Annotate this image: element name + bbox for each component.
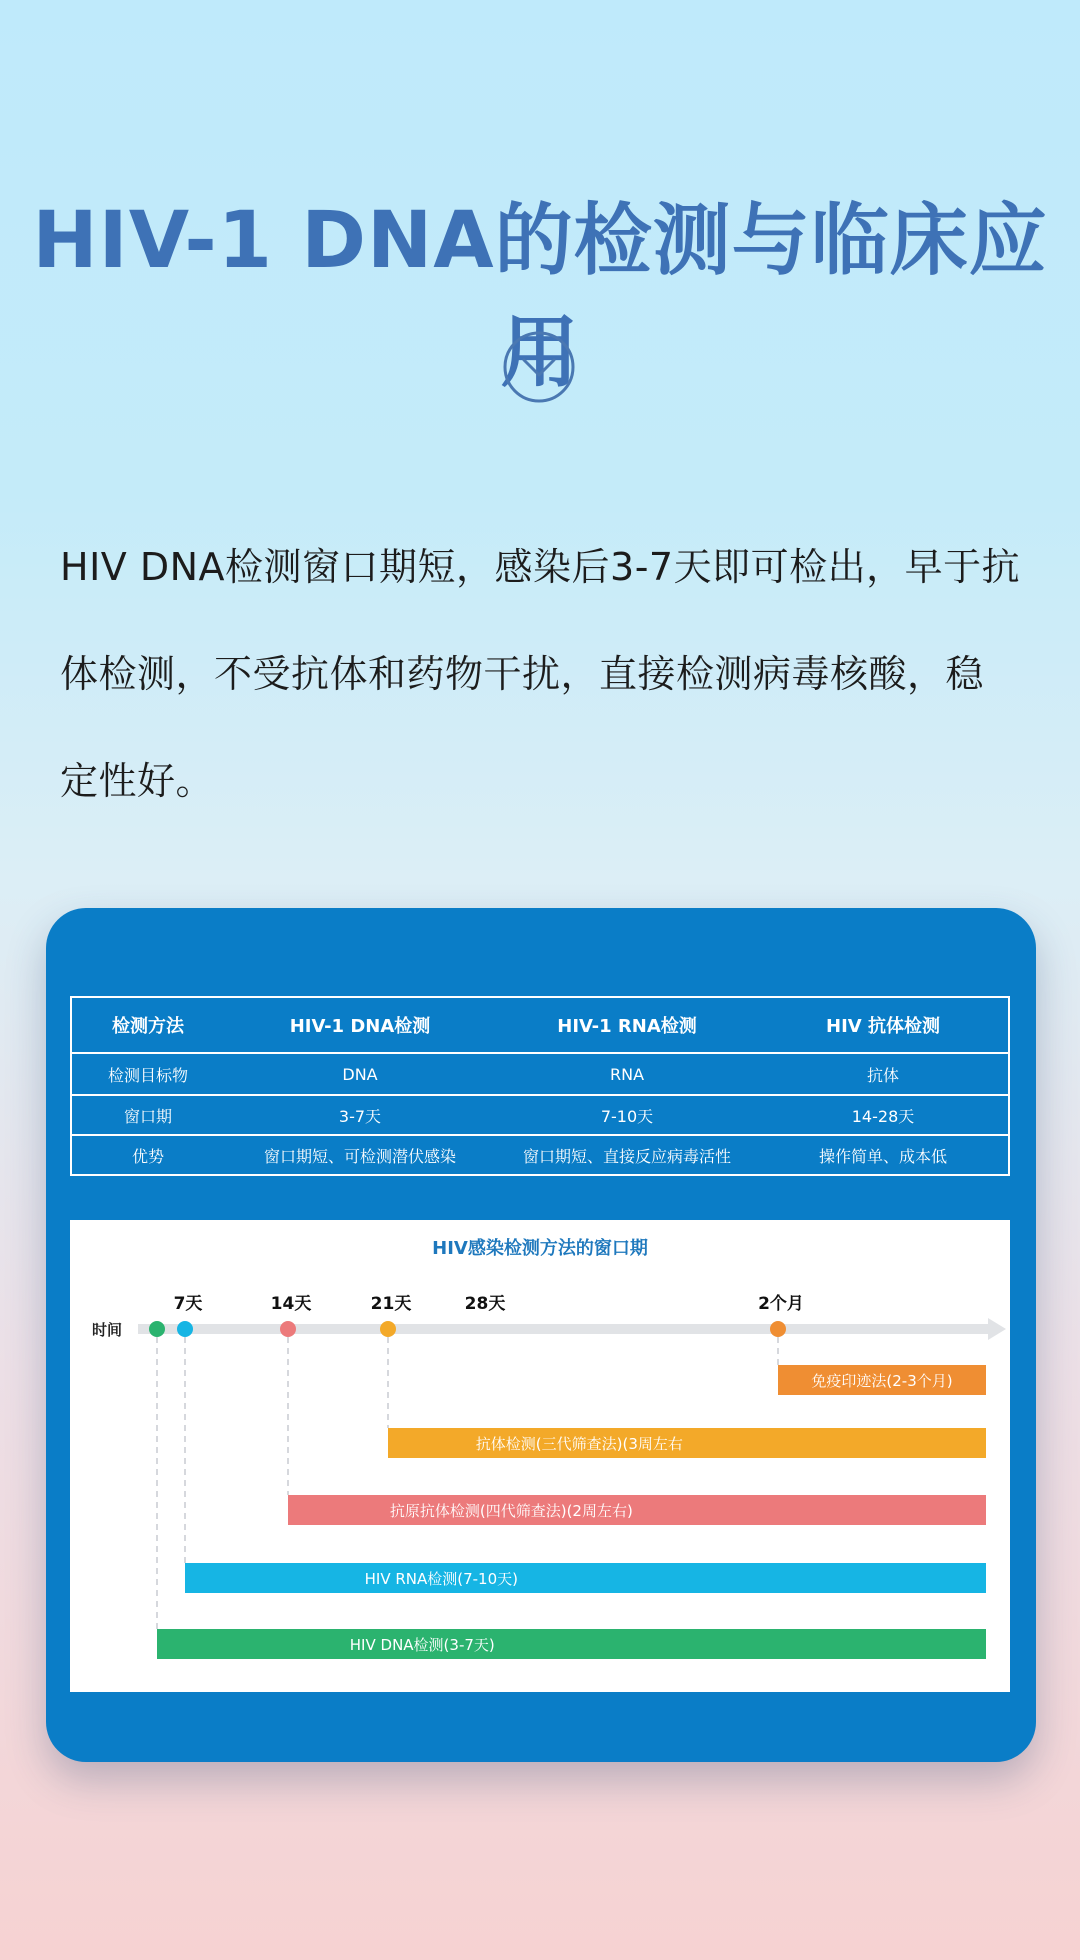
table-cell: 7-10天 xyxy=(600,1106,654,1126)
window-bar xyxy=(157,1629,986,1659)
table-cell: 操作简单、成本低 xyxy=(818,1146,947,1166)
table-header-row xyxy=(72,998,1008,1054)
table-row xyxy=(72,1096,1008,1136)
timeline-marker xyxy=(380,1321,396,1337)
chevron-down-circle-icon[interactable] xyxy=(503,331,575,403)
table-cell: 14-28天 xyxy=(851,1106,915,1126)
intro-line: 定性好。 xyxy=(60,759,215,803)
intro-line: 体检测，不受抗体和药物干扰，直接检测病毒核酸，稳 xyxy=(60,652,985,696)
table-cell: 抗体 xyxy=(866,1065,899,1085)
table-cell: 优势 xyxy=(131,1146,164,1166)
bar-label: 免疫印迹法(2-3个月) xyxy=(811,1372,953,1390)
timeline-axis xyxy=(138,1324,988,1334)
comparison-table xyxy=(70,996,1010,1176)
axis-arrow-icon xyxy=(988,1318,1006,1340)
table-header-cell: HIV 抗体检测 xyxy=(826,1016,940,1037)
table-cell: 窗口期 xyxy=(123,1106,172,1126)
table-row xyxy=(72,1136,1008,1174)
table-header-cell: HIV-1 RNA检测 xyxy=(557,1016,697,1037)
bar-label: HIV RNA检测(7-10天) xyxy=(364,1570,519,1588)
tick-label: 14天 xyxy=(270,1294,312,1314)
intro-line: HIV DNA检测窗口期短，感染后3-7天即可检出，早于抗 xyxy=(60,545,1021,589)
table-row xyxy=(72,1054,1008,1096)
tick-label: 28天 xyxy=(464,1294,506,1314)
page-title: HIV-1 DNA的检测与临床应用 xyxy=(32,196,1048,398)
table-cell: 窗口期短、可检测潜伏感染 xyxy=(263,1146,456,1166)
tick-label: 7天 xyxy=(173,1294,203,1314)
table-header-cell: HIV-1 DNA检测 xyxy=(289,1016,431,1037)
tick-label: 21天 xyxy=(370,1294,412,1314)
table-cell: DNA xyxy=(342,1064,378,1084)
timeline-marker xyxy=(149,1321,165,1337)
bar-label: 抗原抗体检测(四代筛查法)(2周左右) xyxy=(389,1502,633,1520)
chart-title: HIV感染检测方法的窗口期 xyxy=(432,1238,648,1259)
timeline-svg xyxy=(70,1220,1010,1692)
table-cell: RNA xyxy=(609,1064,645,1084)
window-period-chart xyxy=(70,1220,1010,1692)
table-header-cell: 检测方法 xyxy=(112,1016,184,1037)
tick-label: 2个月 xyxy=(758,1294,804,1314)
bar-label: HIV DNA检测(3-7天) xyxy=(349,1636,495,1654)
axis-label: 时间 xyxy=(92,1321,123,1339)
bar-label: 抗体检测(三代筛查法)(3周左右 xyxy=(475,1435,683,1453)
timeline-marker xyxy=(280,1321,296,1337)
timeline-marker xyxy=(177,1321,193,1337)
window-bar xyxy=(185,1563,986,1593)
table-cell: 检测目标物 xyxy=(107,1065,188,1085)
table-cell: 3-7天 xyxy=(338,1106,382,1126)
table-cell: 窗口期短、直接反应病毒活性 xyxy=(522,1146,731,1166)
intro-paragraph xyxy=(60,514,1030,835)
timeline-marker xyxy=(770,1321,786,1337)
